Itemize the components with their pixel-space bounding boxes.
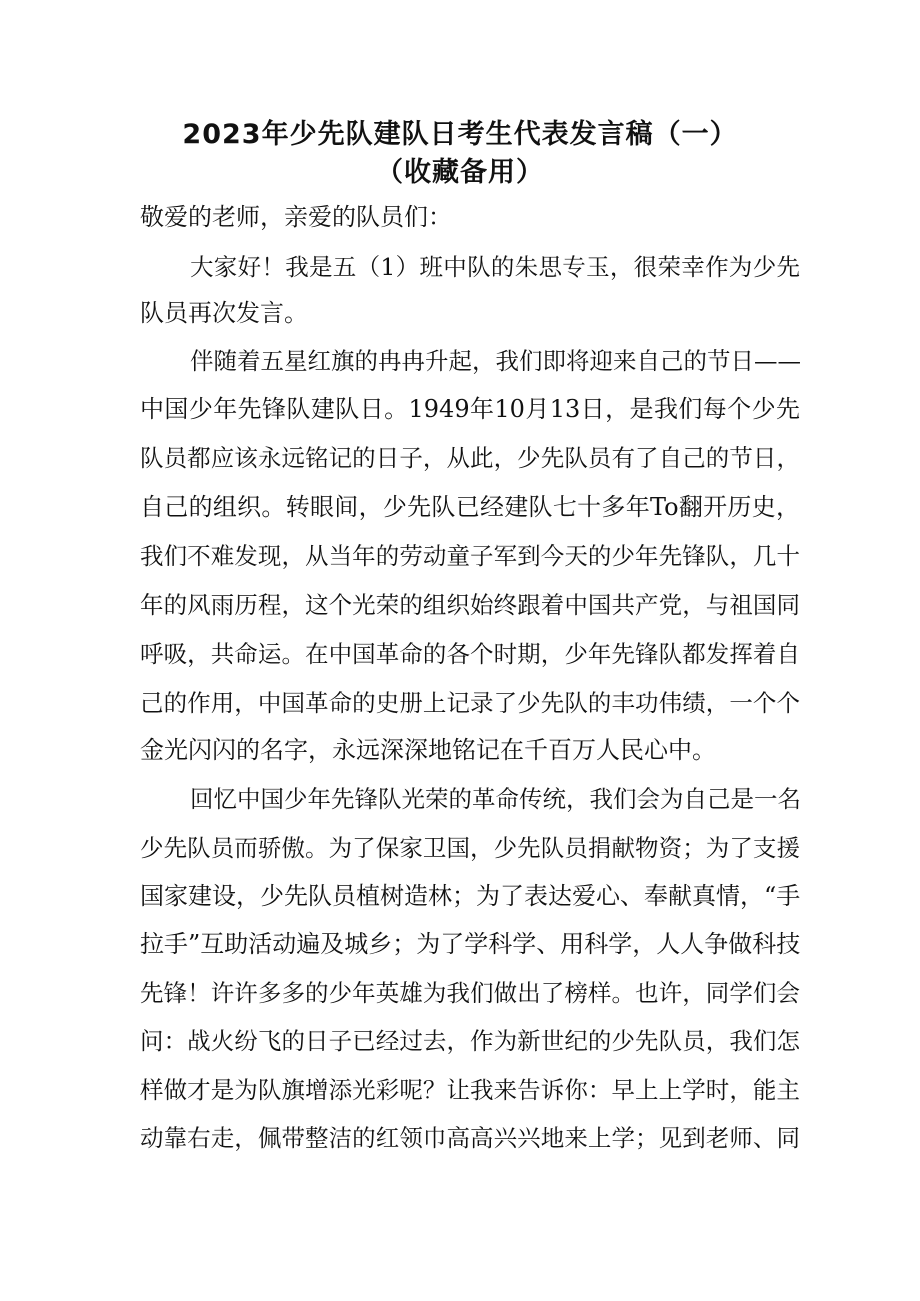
paragraph-line: 样做才是为队旗增添光彩呢？让我来告诉你：早上上学时，能主 [140, 1076, 800, 1104]
paragraph-line: 国家建设，少先队员植树造林；为了表达爱心、奉献真情，“手 [140, 882, 801, 910]
paragraph-line: 先锋！许许多多的少年英雄为我们做出了榜样。也许，同学们会 [140, 979, 800, 1007]
paragraph-line: 拉手”互助活动遍及城乡；为了学科学、用科学，人人争做科技 [140, 930, 801, 958]
document-title: 2023年少先队建队日考生代表发言稿（一） [182, 119, 738, 150]
paragraph-line: 金光闪闪的名字，永远深深地铭记在千百万人民心中。 [140, 736, 716, 764]
paragraph-line: 伴随着五星红旗的冉冉升起，我们即将迎来自己的节日—— [190, 347, 801, 375]
document-subtitle: （收藏备用） [376, 157, 544, 188]
paragraph-line: 动靠右走，佩带整洁的红领巾高高兴兴地来上学；见到老师、同 [140, 1124, 800, 1152]
paragraph-line: 大家好！我是五（1）班中队的朱思专玉，很荣幸作为少先 [190, 253, 800, 281]
paragraph-line: 呼吸，共命运。在中国革命的各个时期，少年先锋队都发挥着自 [140, 640, 800, 668]
paragraph-line: 回忆中国少年先锋队光荣的革命传统，我们会为自己是一名 [190, 785, 801, 813]
paragraph-line: 问：战火纷飞的日子已经过去，作为新世纪的少先队员，我们怎 [140, 1027, 800, 1055]
paragraph-line: 少先队员而骄傲。为了保家卫国，少先队员捐献物资；为了支援 [140, 834, 800, 862]
paragraph-line: 己的作用，中国革命的史册上记录了少先队的丰功伟绩，一个个 [140, 689, 800, 717]
paragraph-line: 自己的组织。转眼间，少先队已经建队七十多年To翻开历史， [140, 493, 800, 521]
salutation: 敬爱的老师，亲爱的队员们： [140, 203, 452, 231]
paragraph-line: 队员再次发言。 [140, 299, 308, 327]
paragraph-line: 中国少年先锋队建队日。1949年10月13日，是我们每个少先 [140, 395, 800, 423]
paragraph-line: 我们不难发现，从当年的劳动童子军到今天的少年先锋队，几十 [140, 542, 800, 570]
paragraph-line: 年的风雨历程，这个光荣的组织始终跟着中国共产党，与祖国同 [140, 591, 800, 619]
paragraph-line: 队员都应该永远铭记的日子，从此，少先队员有了自己的节日， [140, 444, 800, 472]
